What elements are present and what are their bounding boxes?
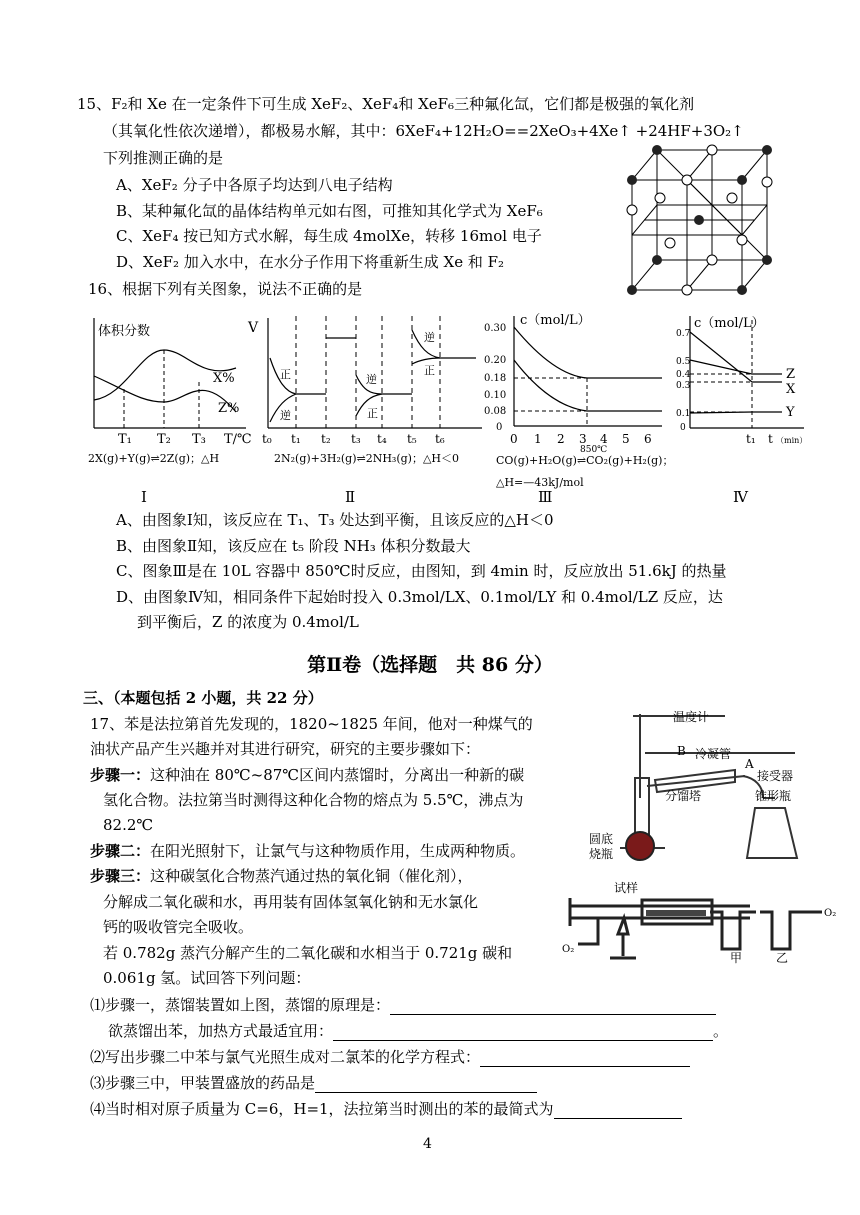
- q15-option-c: C、XeF₄ 按已知方式水解，每生成 4molXe，转移 16mol 电子: [116, 227, 542, 245]
- graph4-ytick-03: 0.3: [676, 381, 691, 391]
- q17-step3-c: 钙的吸收管完全吸收。: [103, 918, 254, 936]
- graph1-x-series-label: X%: [213, 371, 235, 386]
- answer-blank-3[interactable]: [480, 1051, 690, 1067]
- yi-label: 乙: [776, 951, 789, 965]
- graph1-roman: Ⅰ: [141, 488, 147, 506]
- graph3-xtick-6: 6: [644, 432, 652, 446]
- graph3-xtick-5: 5: [622, 432, 630, 446]
- graph1-tick-t1: T₁: [118, 432, 132, 447]
- graph2-tick-6: t₆: [435, 432, 445, 446]
- q17-data2: 0.061g 氢。试回答下列问题：: [103, 969, 311, 987]
- graph4-ytick-0: 0: [680, 423, 686, 433]
- graph4-ytick-01: 0.1: [676, 409, 691, 419]
- q15-option-d: D、XeF₂ 加入水中，在水分子作用下将重新生成 Xe 和 F₂: [116, 253, 505, 271]
- q16-option-d: D、由图象Ⅳ知，相同条件下起始时投入 0.3mol/LX、0.1mol/LY 和 0.4mol/LZ 反应，达: [116, 588, 723, 606]
- graph2-fwd-label-2: 正: [367, 407, 378, 420]
- graph1-tick-t3: T₃: [192, 432, 206, 447]
- q15-option-b: B、某种氟化氙的晶体结构单元如右图，可推知其化学式为 XeF₆: [116, 202, 543, 220]
- graph-4: [672, 310, 812, 450]
- q17-question4: [90, 1099, 682, 1119]
- q17-step1: [90, 765, 524, 785]
- receiver-label: 接受器: [757, 769, 794, 783]
- graph3-roman: Ⅲ: [538, 488, 553, 506]
- distillation-apparatus: [585, 708, 800, 873]
- q16-option-b: B、由图象Ⅱ知，该反应在 t₅ 阶段 NH₃ 体积分数最大: [116, 537, 471, 555]
- graph-2: [248, 310, 490, 465]
- step1-text: 这种油在 80℃~87℃区间内蒸馏时，分离出一种新的碳: [150, 766, 525, 784]
- sample-label: 试样: [614, 881, 639, 895]
- q1-end-mark: 。: [713, 1022, 729, 1040]
- q17-data1: 若 0.782g 蒸汽分解产生的二氧化碳和水相当于 0.721g 碳和: [103, 944, 513, 962]
- thermo-label: 温度计: [673, 710, 710, 724]
- q3-text: ⑶步骤三中，甲装置盛放的药品是: [90, 1074, 316, 1092]
- b-label: B: [677, 744, 686, 758]
- graph3-ytick-030: 0.30: [484, 323, 507, 334]
- graph3-xtick-1: 1: [534, 432, 542, 446]
- graph-1: [86, 310, 256, 465]
- page-number: 4: [423, 1136, 432, 1152]
- round-flask: [626, 832, 654, 860]
- answer-blank-2[interactable]: [333, 1025, 713, 1041]
- graph3-xtick-4: 4: [600, 432, 608, 446]
- graph3-xtick-2: 2: [557, 432, 565, 446]
- graph2-tick-5: t₅: [407, 432, 417, 446]
- graph-3: [482, 310, 672, 490]
- graph3-xtick-3: 3: [579, 432, 587, 446]
- q17-line1: 17、苯是法拉第首先发现的，1820~1825 年间，他对一种煤气的: [90, 715, 533, 733]
- q16-option-a: A、由图象Ⅰ知，该反应在 T₁、T₃ 处达到平衡，且该反应的△H＜0: [116, 511, 554, 529]
- graph2-equation: 2N₂(g)+3H₂(g)⇌2NH₃(g)；△H＜0: [274, 452, 460, 465]
- graph4-xtick-t: t: [768, 432, 773, 446]
- graph4-ytick-07: 0.7: [676, 329, 691, 339]
- o2-in-label: O₂: [562, 944, 575, 955]
- q4-text: ⑷当时相对原子质量为 C=6，H=1，法拉第当时测出的苯的最简式为: [90, 1100, 554, 1118]
- step1-label: 步骤一：: [90, 766, 151, 784]
- q16-option-d-cont: 到平衡后，Z 的浓度为 0.4mol/L: [137, 613, 359, 631]
- q16-stem: 16、根据下列有关图象，说法不正确的是: [88, 280, 363, 298]
- graph3-ytick-010: 0.10: [484, 390, 507, 401]
- q17-question3: [90, 1073, 537, 1093]
- graph4-xunit: （min）: [776, 436, 808, 445]
- graph2-rev-label-2: 逆: [366, 373, 377, 386]
- graph4-ylabel: c（mol/L）: [694, 316, 765, 331]
- q15-option-a: A、XeF₂ 分子中各原子均达到八电子结构: [116, 176, 393, 194]
- graph4-label-y: Y: [786, 405, 795, 420]
- q17-step1-c: 82.2℃: [103, 816, 154, 834]
- answer-blank-4[interactable]: [315, 1077, 537, 1093]
- graph2-tick-1: t₁: [291, 432, 301, 446]
- q17-step3: [90, 866, 473, 886]
- step3-text: 这种碳氢化合物蒸汽通过热的氧化铜（催化剂），: [150, 867, 473, 885]
- graph1-tick-t2: T₂: [157, 432, 171, 447]
- graph4-ytick-04: 0.4: [676, 370, 691, 380]
- q17-question2: [90, 1047, 690, 1067]
- graph4-label-x: X: [786, 382, 796, 397]
- answer-blank-5[interactable]: [554, 1103, 682, 1119]
- q17-step1-b: 氢化合物。法拉第当时测得这种化合物的熔点为 5.5℃，沸点为: [103, 791, 524, 809]
- q17-step3-b: 分解成二氧化碳和水，再用装有固体氢氧化钠和无水氯化: [103, 893, 479, 911]
- graph4-label-z: Z: [786, 367, 796, 382]
- crystal-structure-figure: [620, 140, 780, 300]
- q17-question1b: [108, 1021, 728, 1041]
- graph3-ytick-018: 0.18: [484, 373, 507, 384]
- q15-line3: 下列推测正确的是: [103, 149, 224, 167]
- graph1-equation: 2X(g)+Y(g)⇌2Z(g)；△H: [88, 452, 220, 465]
- graph2-ylabel: V: [248, 320, 259, 336]
- part3-heading: 三、（本题包括 2 小题，共 22 分）: [83, 689, 323, 707]
- graph1-ylabel: 体积分数: [98, 324, 151, 339]
- graph2-roman: Ⅱ: [345, 488, 356, 506]
- step2-label: 步骤二：: [90, 842, 151, 860]
- graph3-dh: △H=—43kJ/mol: [496, 476, 584, 489]
- q2-text: ⑵写出步骤二中苯与氯气光照生成对二氯苯的化学方程式：: [90, 1048, 481, 1066]
- step2-text: 在阳光照射下，让氯气与这种物质作用，生成两种物质。: [150, 842, 526, 860]
- q17-step2: [90, 841, 525, 861]
- graph1-tick-t: T/℃: [224, 432, 252, 447]
- graph2-fwd-label-1: 正: [280, 368, 291, 381]
- q16-option-c: C、图象Ⅲ是在 10L 容器中 850℃时反应，由图知，到 4min 时，反应放出 51.6kJ 的热量: [116, 562, 727, 580]
- q17-line2: 油状产品产生兴趣并对其进行研究，研究的主要步骤如下：: [90, 740, 481, 758]
- graph2-tick-4: t₄: [377, 432, 387, 446]
- graph2-fwd-label-3: 正: [424, 364, 435, 377]
- graph3-xtick-0: 0: [510, 432, 518, 446]
- graph3-ytick-020: 0.20: [484, 355, 507, 366]
- graph2-tick-2: t₂: [321, 432, 331, 446]
- round-flask-label-1: 圆底: [589, 832, 614, 846]
- graph4-xtick-t1: t₁: [746, 432, 756, 446]
- jia-label: 甲: [730, 951, 743, 965]
- section-title: 第Ⅱ卷（选择题 共 86 分）: [307, 654, 553, 676]
- round-flask-label-2: 烧瓶: [589, 847, 614, 861]
- combustion-apparatus: [560, 874, 845, 964]
- q1b-text: 欲蒸馏出苯，加热方式最适宜用：: [108, 1022, 334, 1040]
- graph2-tick-0: t₀: [262, 432, 272, 446]
- graph3-ytick-008: 0.08: [484, 406, 507, 417]
- condenser-label: 冷凝管: [695, 747, 732, 761]
- graph4-ytick-05: 0.5: [676, 357, 691, 367]
- column-label: 分馏塔: [665, 789, 702, 803]
- graph3-condition: 850℃: [580, 445, 608, 455]
- graph1-z-series-label: Z%: [218, 401, 240, 416]
- q1a-text: ⑴步骤一，蒸馏装置如上图，蒸馏的原理是：: [90, 996, 391, 1014]
- q17-question1a: [90, 995, 716, 1015]
- graph3-ylabel: c（mol/L）: [520, 313, 591, 328]
- o2-out-label: O₂: [824, 908, 837, 919]
- step3-label: 步骤三：: [90, 867, 151, 885]
- graph2-tick-3: t₃: [351, 432, 361, 446]
- q15-line1: 15、F₂和 Xe 在一定条件下可生成 XeF₂、XeF₄和 XeF₆三种氟化氙，它们都是极强的氧化剂: [77, 95, 695, 113]
- q15-line2: （其氧化性依次递增），都极易水解，其中：6XeF₄+12H₂O==2XeO₃+4Xe↑ +24HF+3O₂↑: [103, 122, 744, 140]
- conical-flask-label: 锥形瓶: [755, 789, 792, 803]
- graph3-equation: CO(g)+H₂O(g)⇌CO₂(g)+H₂(g)；: [496, 454, 674, 467]
- graph2-rev-label-1: 逆: [280, 409, 291, 422]
- graph2-rev-label-3: 逆: [424, 331, 435, 344]
- answer-blank-1[interactable]: [390, 999, 716, 1015]
- a-label: A: [745, 757, 754, 771]
- graph3-ytick-0: 0: [496, 422, 503, 433]
- graph4-roman: Ⅳ: [733, 488, 748, 506]
